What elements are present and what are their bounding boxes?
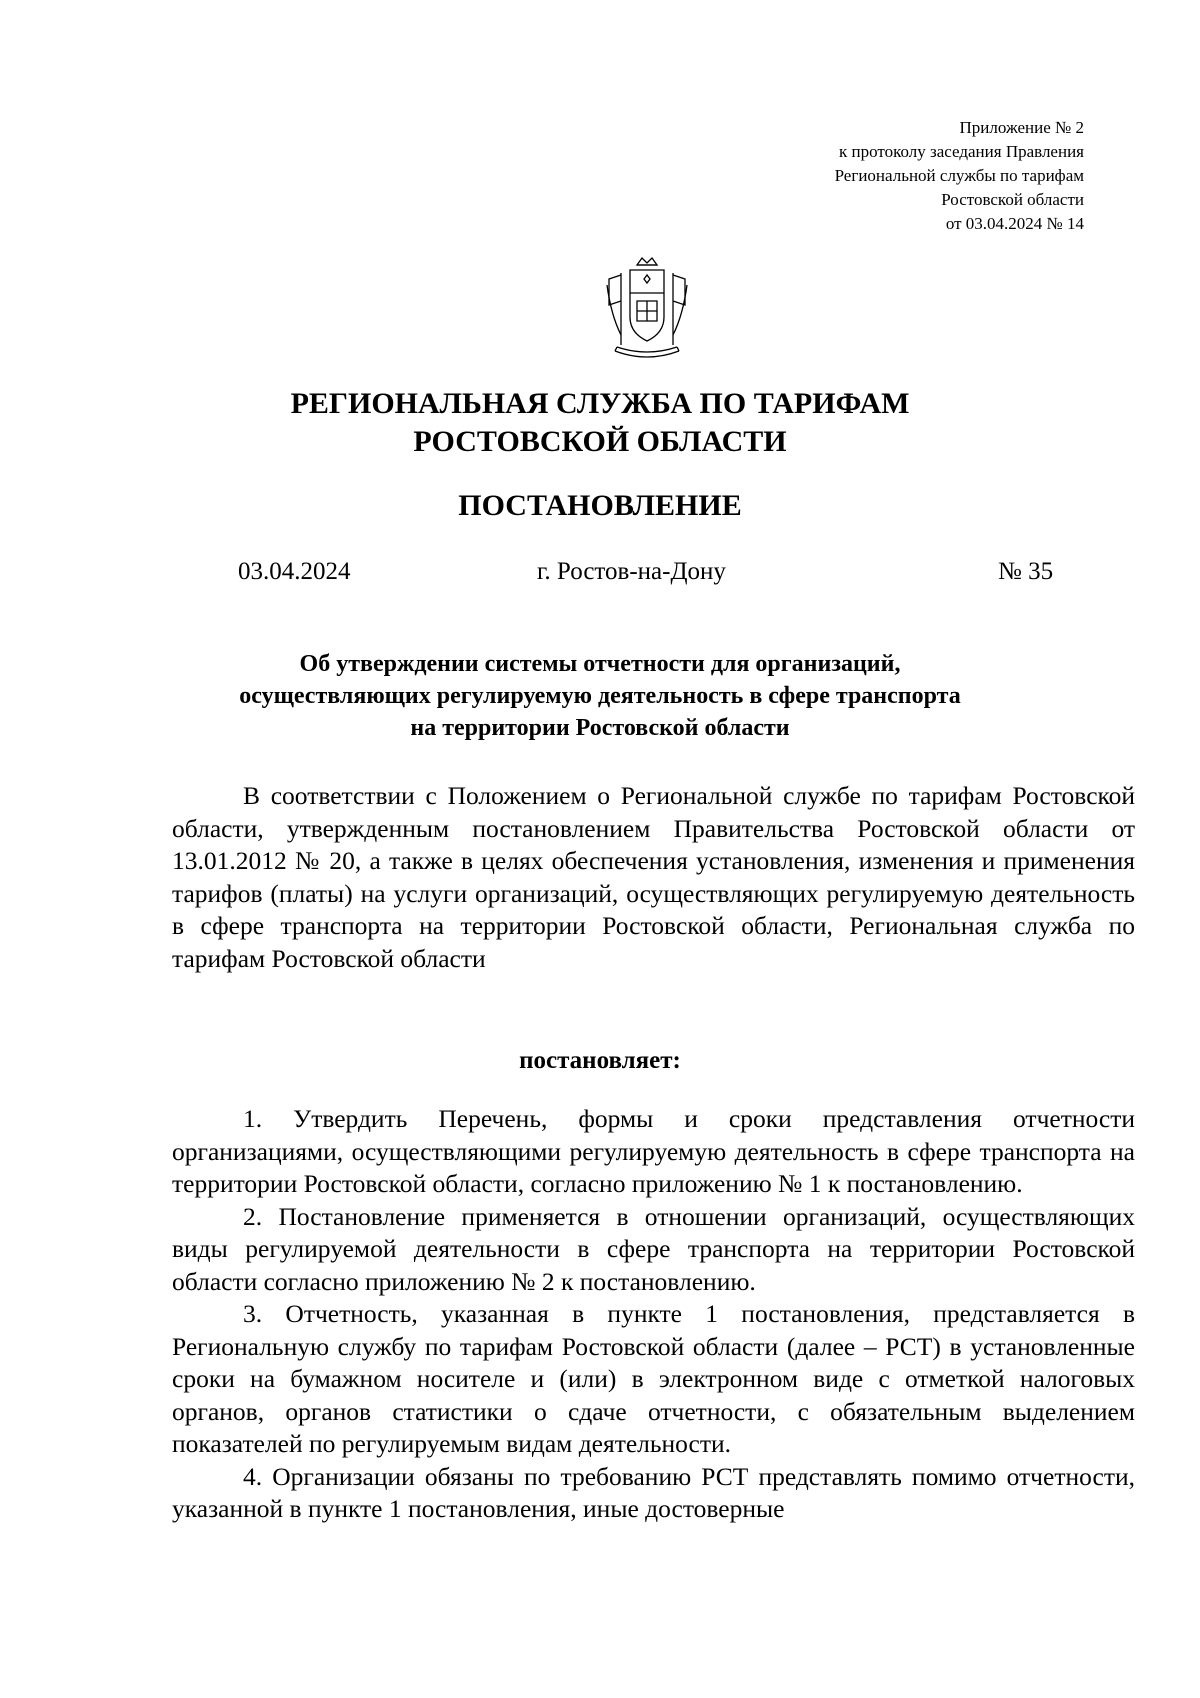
annex-note <box>835 116 1084 236</box>
document-city: г. Ростов-на-Дону <box>537 558 726 585</box>
subject-line: на территории Ростовской области <box>410 715 790 741</box>
rostov-region-coat-of-arms-icon <box>597 255 697 365</box>
document-subject <box>0 648 1200 744</box>
organization-title-line: РОСТОВСКОЙ ОБЛАСТИ <box>413 425 787 458</box>
subject-line: Об утверждении системы отчетности для организаций, <box>299 651 901 677</box>
annex-line: Ростовской области <box>941 190 1084 209</box>
preamble-paragraph: В соответствии с Положением о Региональной службе по тарифам Ростовской области, утвержденным постановлением Правительства Ростовской области от 13.01.2012 № 20, а также в целях обеспечения установления, изменения и применения тарифов (платы) на услуги организаций, осуществляющих регулируемую деятельность в сфере транспорта на территории Ростовской области, Региональная служба по тарифам Ростовской области <box>172 781 1135 973</box>
document-date: 03.04.2024 <box>238 558 351 585</box>
preamble <box>172 780 1135 975</box>
document-number: № 35 <box>998 558 1054 585</box>
annex-line: Региональной службы по тарифам <box>834 166 1084 185</box>
organization-title-line: РЕГИОНАЛЬНАЯ СЛУЖБА ПО ТАРИФАМ <box>290 387 910 420</box>
annex-line: от 03.04.2024 № 14 <box>945 214 1084 233</box>
clause-paragraph: 1. Утвердить Перечень, формы и сроки представления отчетности организациями, осуществляющими регулируемую деятельность в сфере транспорта на территории Ростовской области, согласно приложению № 1 к постановлению. <box>172 1104 1135 1198</box>
clause-paragraph: 3. Отчетность, указанная в пункте 1 постановления, представляется в Региональную службу по тарифам Ростовской области (далее – РСТ) в установленные сроки на бумажном носителе и (или) в электронном виде с отметкой налоговых органов, органов статистики о сдаче отчетности, с обязательным выделением показателей по регулируемым видам деятельности. <box>172 1299 1135 1458</box>
annex-line: к протоколу заседания Правления <box>839 142 1084 161</box>
clause-paragraph: 2. Постановление применяется в отношении организаций, осуществляющих виды регулируемой деятельности в сфере транспорта на территории Ростовской области согласно приложению № 2 к постановлению. <box>172 1201 1135 1296</box>
annex-line: Приложение № 2 <box>959 118 1084 137</box>
subject-line: осуществляющих регулируемую деятельность в сфере транспорта <box>239 683 961 709</box>
clauses-list <box>172 1103 1135 1526</box>
clause-paragraph: 4. Организации обязаны по требованию РСТ представлять помимо отчетности, указанной в пункте 1 постановления, иные достоверные <box>172 1461 1135 1523</box>
organization-title <box>0 385 1200 461</box>
decides-heading: постановляет: <box>519 1047 681 1074</box>
document-type: ПОСТАНОВЛЕНИЕ <box>458 489 742 522</box>
